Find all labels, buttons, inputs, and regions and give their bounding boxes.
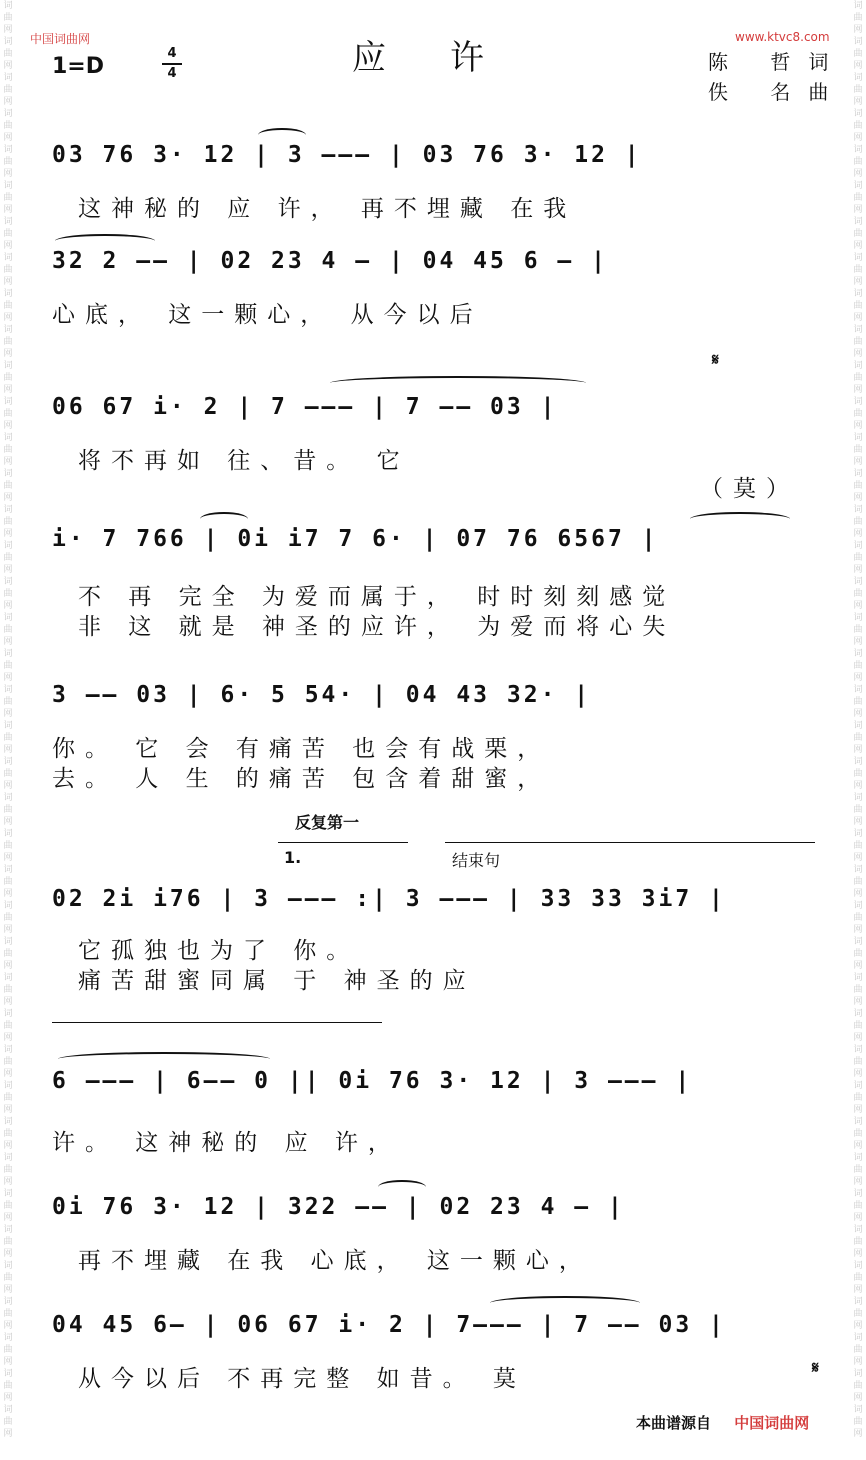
lyrics-line: 它孤独也为了 你。 bbox=[78, 938, 360, 964]
notation-row: 04 45 6— | 06 67 i· 2 | 7——— | 7 —— 03 | bbox=[52, 1312, 726, 1338]
composer-credit: 佚 名曲 bbox=[708, 80, 847, 104]
lyricist-credit: 陈 哲词 bbox=[708, 50, 847, 74]
alt-lyric-mark: （莫） bbox=[700, 476, 799, 502]
lyrics-line: 许。 这神秘的 应 许， bbox=[52, 1130, 401, 1156]
repeat-label: 反复第一 bbox=[295, 813, 360, 832]
tie bbox=[258, 128, 306, 142]
tie bbox=[58, 1052, 270, 1066]
segno-sign: 𝄋 bbox=[712, 350, 719, 369]
volta-number: 1. bbox=[284, 848, 302, 867]
side-watermark-right: 词 曲 网 词 曲 网 词 曲 网 词 曲 网 词 曲 网 词 曲 网 词 曲 网 词 曲 网 词 曲 网 词 曲 网 词 曲 网 词 曲 网 词 曲 网 词 曲 网 词 曲 网 词 曲 网 词 曲 网 词 曲 网 词 曲 网 词 曲 网 词 曲 网 词 曲 网 词 曲 网 词 曲 网 词 曲 网 词 曲 网 词 曲 网 词 曲 网 词 曲 网 词 曲 网 词 曲 网 词 曲 网 词 曲 网 词 曲 网 词 曲 网 词 曲 网 词 曲 网 词 曲 网 词 曲 网 词 曲 网 bbox=[853, 1, 863, 1439]
ending-bracket bbox=[52, 1022, 382, 1023]
segno-sign: 𝄋 bbox=[812, 1358, 819, 1377]
lyrics-line: 再不埋藏 在我 心底， 这一颗心， bbox=[78, 1248, 592, 1274]
song-title: 应许 bbox=[352, 38, 548, 78]
volta-bracket bbox=[278, 842, 408, 843]
site-name-left: 中国词曲网 bbox=[30, 32, 91, 46]
lyrics-line: 非 这 就是 神圣的应许， 为爱而将心失 bbox=[78, 614, 676, 640]
lyrics-line: 将不再如 往、昔。 它 bbox=[78, 448, 410, 474]
time-signature-bottom: 4 bbox=[167, 66, 177, 81]
notation-row: 06 67 i· 2 | 7 ——— | 7 —— 03 | bbox=[52, 394, 558, 420]
lyrics-line: 去。 人 生 的痛苦 包含着甜蜜， bbox=[52, 766, 551, 792]
site-url-right: www.ktvc8.com bbox=[735, 30, 830, 44]
key-signature: 1=D bbox=[52, 54, 105, 79]
ending-label: 结束句 bbox=[452, 851, 501, 870]
footer-site: 中国词曲网 bbox=[734, 1414, 810, 1432]
notation-row: 32 2 —— | 02 23 4 — | 04 45 6 — | bbox=[52, 248, 608, 274]
side-watermark-left: 词 曲 网 词 曲 网 词 曲 网 词 曲 网 词 曲 网 词 曲 网 词 曲 网 词 曲 网 词 曲 网 词 曲 网 词 曲 网 词 曲 网 词 曲 网 词 曲 网 词 曲 网 词 曲 网 词 曲 网 词 曲 网 词 曲 网 词 曲 网 词 曲 网 词 曲 网 词 曲 网 词 曲 网 词 曲 网 词 曲 网 词 曲 网 词 曲 网 词 曲 网 词 曲 网 词 曲 网 词 曲 网 词 曲 网 词 曲 网 词 曲 网 词 曲 网 词 曲 网 词 曲 网 词 曲 网 词 曲 网 bbox=[3, 1, 13, 1439]
lyrics-line: 你。 它 会 有痛苦 也会有战栗， bbox=[52, 736, 551, 762]
notation-row: 03 76 3· 12 | 3 ——— | 03 76 3· 12 | bbox=[52, 142, 642, 168]
tie bbox=[330, 376, 586, 390]
tie bbox=[490, 1296, 640, 1310]
ending-bracket bbox=[445, 842, 815, 843]
time-signature bbox=[162, 46, 182, 82]
notation-row: 02 2i i76 | 3 ——— :| 3 ——— | 33 33 3i7 | bbox=[52, 886, 726, 912]
footer-credit bbox=[636, 1412, 809, 1433]
tie bbox=[378, 1180, 426, 1194]
time-signature-top: 4 bbox=[167, 46, 177, 61]
tie bbox=[200, 512, 248, 526]
lyrics-line: 痛苦甜蜜同属 于 神圣的应 bbox=[78, 968, 476, 994]
lyrics-line: 心底， 这一颗心， 从今以后 bbox=[52, 302, 483, 328]
footer-label: 本曲谱源自 bbox=[636, 1414, 712, 1432]
lyrics-line: 从今以后 不再完整 如昔。 莫 bbox=[78, 1366, 526, 1392]
notation-row: i· 7 766 | 0i i7 7 6· | 07 76 6567 | bbox=[52, 526, 659, 552]
notation-row: 3 —— 03 | 6· 5 54· | 04 43 32· | bbox=[52, 682, 592, 708]
tie bbox=[55, 234, 155, 248]
notation-row: 6 ——— | 6—— 0 || 0i 76 3· 12 | 3 ——— | bbox=[52, 1068, 693, 1094]
tie bbox=[690, 512, 790, 526]
lyrics-line: 不 再 完全 为爱而属于， 时时刻刻感觉 bbox=[78, 584, 676, 610]
lyrics-line: 这神秘的 应 许， 再不埋藏 在我 bbox=[78, 196, 577, 222]
notation-row: 0i 76 3· 12 | 322 —— | 02 23 4 — | bbox=[52, 1194, 625, 1220]
